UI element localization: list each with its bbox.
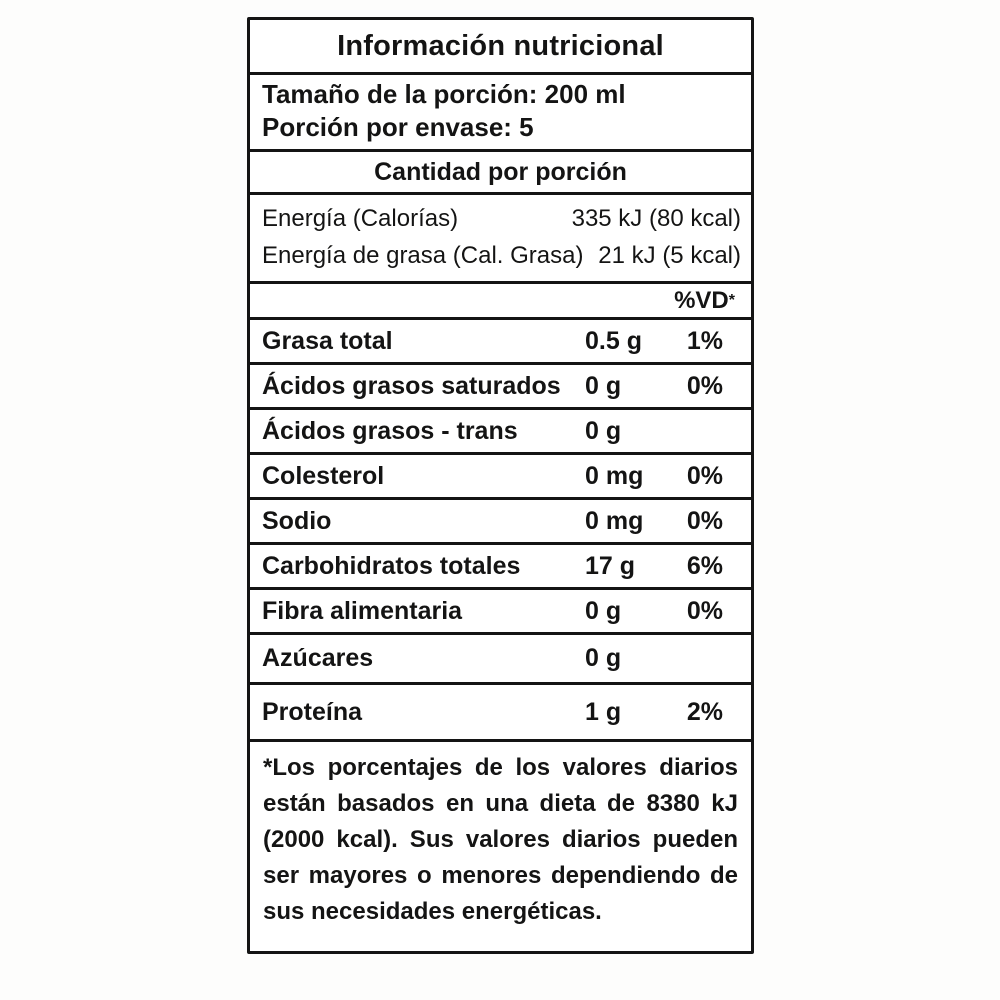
daily-value-footnote: *Los porcentajes de los valores diarios están basados en una dieta de 8380 kJ (2000 kcal). Sus valores diarios pueden ser mayores o menores dependiendo de sus necesidades energéticas.	[250, 739, 751, 951]
nutrient-row-fibra	[250, 587, 751, 632]
energy-fat-name: Energía de grasa (Cal. Grasa)	[262, 242, 584, 269]
serving-info-section	[250, 72, 751, 149]
nutrient-amount: 0 g	[585, 416, 622, 445]
nutrient-amount: 0 g	[585, 644, 622, 672]
nutrient-daily-value: 2%	[686, 697, 723, 726]
nutrient-daily-value: 0%	[686, 596, 723, 625]
nutrient-row-carbohidratos	[250, 542, 751, 587]
nutrient-amount: 0 mg	[585, 506, 644, 535]
nutrient-daily-value: 0%	[686, 506, 723, 535]
nutrient-row-proteina	[250, 682, 751, 739]
nutrient-name: Colesterol	[262, 461, 385, 490]
nutrient-amount: 1 g	[585, 697, 622, 726]
nutrient-row-azucares	[250, 632, 751, 682]
nutrient-daily-value: 6%	[686, 551, 723, 580]
nutrient-name: Carbohidratos totales	[262, 551, 521, 580]
nutrient-row-sodio	[250, 497, 751, 542]
nutrient-name: Fibra alimentaria	[262, 596, 463, 625]
nutrient-amount: 0.5 g	[585, 326, 642, 355]
nutrient-row-grasa-total	[250, 317, 751, 362]
energy-row-calories	[262, 200, 741, 237]
nutrient-amount: 17 g	[585, 551, 636, 580]
daily-value-header: %VD *	[250, 281, 751, 317]
nutrient-name: Proteína	[262, 697, 363, 726]
amount-per-serving-header: Cantidad por porción	[250, 149, 751, 192]
nutrient-daily-value: 1%	[686, 326, 723, 355]
serving-size-text: Tamaño de la porción: 200 ml	[262, 79, 626, 109]
energy-calories-name: Energía (Calorías)	[262, 205, 459, 232]
energy-section	[250, 192, 751, 281]
energy-row-fat	[262, 237, 741, 274]
nutrient-name: Ácidos grasos saturados	[262, 371, 561, 400]
daily-value-header-text: %VD	[674, 286, 729, 314]
nutrient-amount: 0 g	[585, 596, 622, 625]
nutrition-facts-label	[247, 17, 754, 954]
nutrient-name: Azúcares	[262, 644, 374, 672]
servings-per-container-text: Porción por envase: 5	[262, 112, 534, 142]
nutrient-name: Grasa total	[262, 326, 393, 355]
nutrient-row-grasos-saturados	[250, 362, 751, 407]
nutrient-name: Ácidos grasos - trans	[262, 416, 518, 445]
nutrient-daily-value: 0%	[686, 461, 723, 490]
label-title: Información nutricional	[337, 29, 664, 62]
nutrient-row-grasos-trans	[250, 407, 751, 452]
energy-calories-value: 335 kJ (80 kcal)	[571, 205, 741, 232]
nutrient-amount: 0 g	[585, 371, 622, 400]
nutrient-name: Sodio	[262, 506, 332, 535]
nutrient-amount: 0 mg	[585, 461, 644, 490]
nutrient-daily-value: 0%	[686, 371, 723, 400]
energy-fat-value: 21 kJ (5 kcal)	[598, 242, 741, 269]
nutrient-row-colesterol	[250, 452, 751, 497]
